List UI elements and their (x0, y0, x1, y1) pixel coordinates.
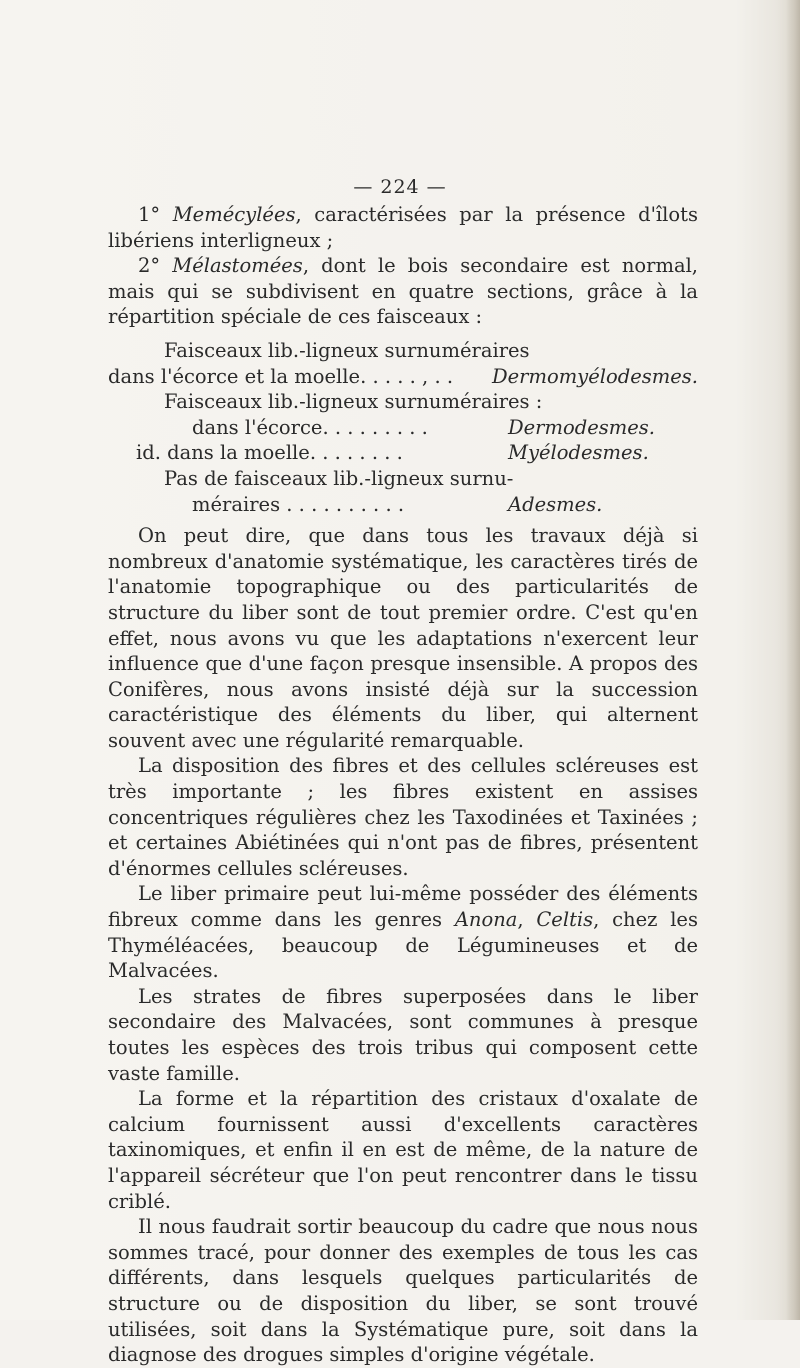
paragraph: Le liber primaire peut lui-même posséder des éléments fibreux comme dans les genres Anona, Celtis, chez les Thyméléacées, beaucoup de Légumineuses et de Malvacées. (108, 882, 698, 983)
key-row: méraires . . . . . . . . . . Adesmes. (192, 492, 603, 516)
key-row: dans l'écorce et la moelle. . . . . , . . Dermomyélodesmes. (108, 364, 698, 388)
key-row: Faisceaux lib.-ligneux surnuméraires (164, 338, 530, 362)
paragraph: On peut dire, que dans tous les travaux déjà si nombreux d'anatomie systématique, les caractères tirés de l'anatomie topographique ou des particularités de structure du liber sont de tout premier ordre. C'est qu'en effet, nous avons vu que les adaptations n'exercent leur influence que d'une façon presque insensible. A propos des Conifères, nous avons insisté déjà sur la succession caractéristique des éléments du liber, qui alternent souvent avec une régularité remarquable. (108, 524, 698, 752)
page-edge (786, 0, 800, 1320)
classification-key (108, 338, 698, 517)
genus-name: Anona (454, 908, 518, 932)
page-number: — 224 — (353, 176, 447, 198)
paragraph: Il nous faudrait sortir beaucoup du cadre que nous nous sommes tracé, pour donner des exemples de tous les cas différents, dans lesquels quelques particularités de structure ou de disposition du liber, se sont trouvé utilisées, soit dans la Systématique pure, soit dans la diagnose des drogues simples d'origine végétale. (108, 1215, 698, 1367)
key-row: dans l'écorce. . . . . . . . . Dermodesmes. (192, 415, 655, 439)
paragraph: Les strates de fibres superposées dans le liber secondaire des Malvacées, sont communes à presque toutes les espèces des trois tribus qui composent cette vaste famille. (108, 984, 698, 1085)
paragraph: La disposition des fibres et des cellules scléreuses est très importante ; les fibres existent en assises concentriques régulières chez les Taxodinées et Taxinées ; et certaines Abiétinées qui n'ont pas de fibres, présentent d'énormes cellules scléreuses. (108, 754, 698, 880)
taxon-name: Mélastomées (172, 254, 303, 278)
list-item-1: 1° Memécylées, caractérisées par la présence d'îlots libériens interligneux ; (108, 203, 698, 252)
key-row: Faisceaux lib.-ligneux surnuméraires : (164, 390, 543, 414)
genus-name: Celtis (536, 908, 594, 932)
key-row: id. dans la moelle. . . . . . . . Myélodesmes. (136, 441, 649, 465)
list-item-2: 2° Mélastomées, dont le bois secondaire est normal, mais qui se subdivisent en quatre sections, grâce à la répartition spéciale de ces faisceaux : (108, 254, 699, 329)
paragraph: La forme et la répartition des cristaux d'oxalate de calcium fournissent aussi d'excellents caractères taxinomiques, et enfin il en est de même, de la nature de l'appareil sécréteur que l'on peut rencontrer dans le tissu criblé. (108, 1087, 698, 1213)
body-text (108, 202, 698, 1368)
taxon-name: Memécylées (172, 203, 296, 226)
key-row: Pas de faisceaux lib.-ligneux surnu- (164, 466, 514, 490)
